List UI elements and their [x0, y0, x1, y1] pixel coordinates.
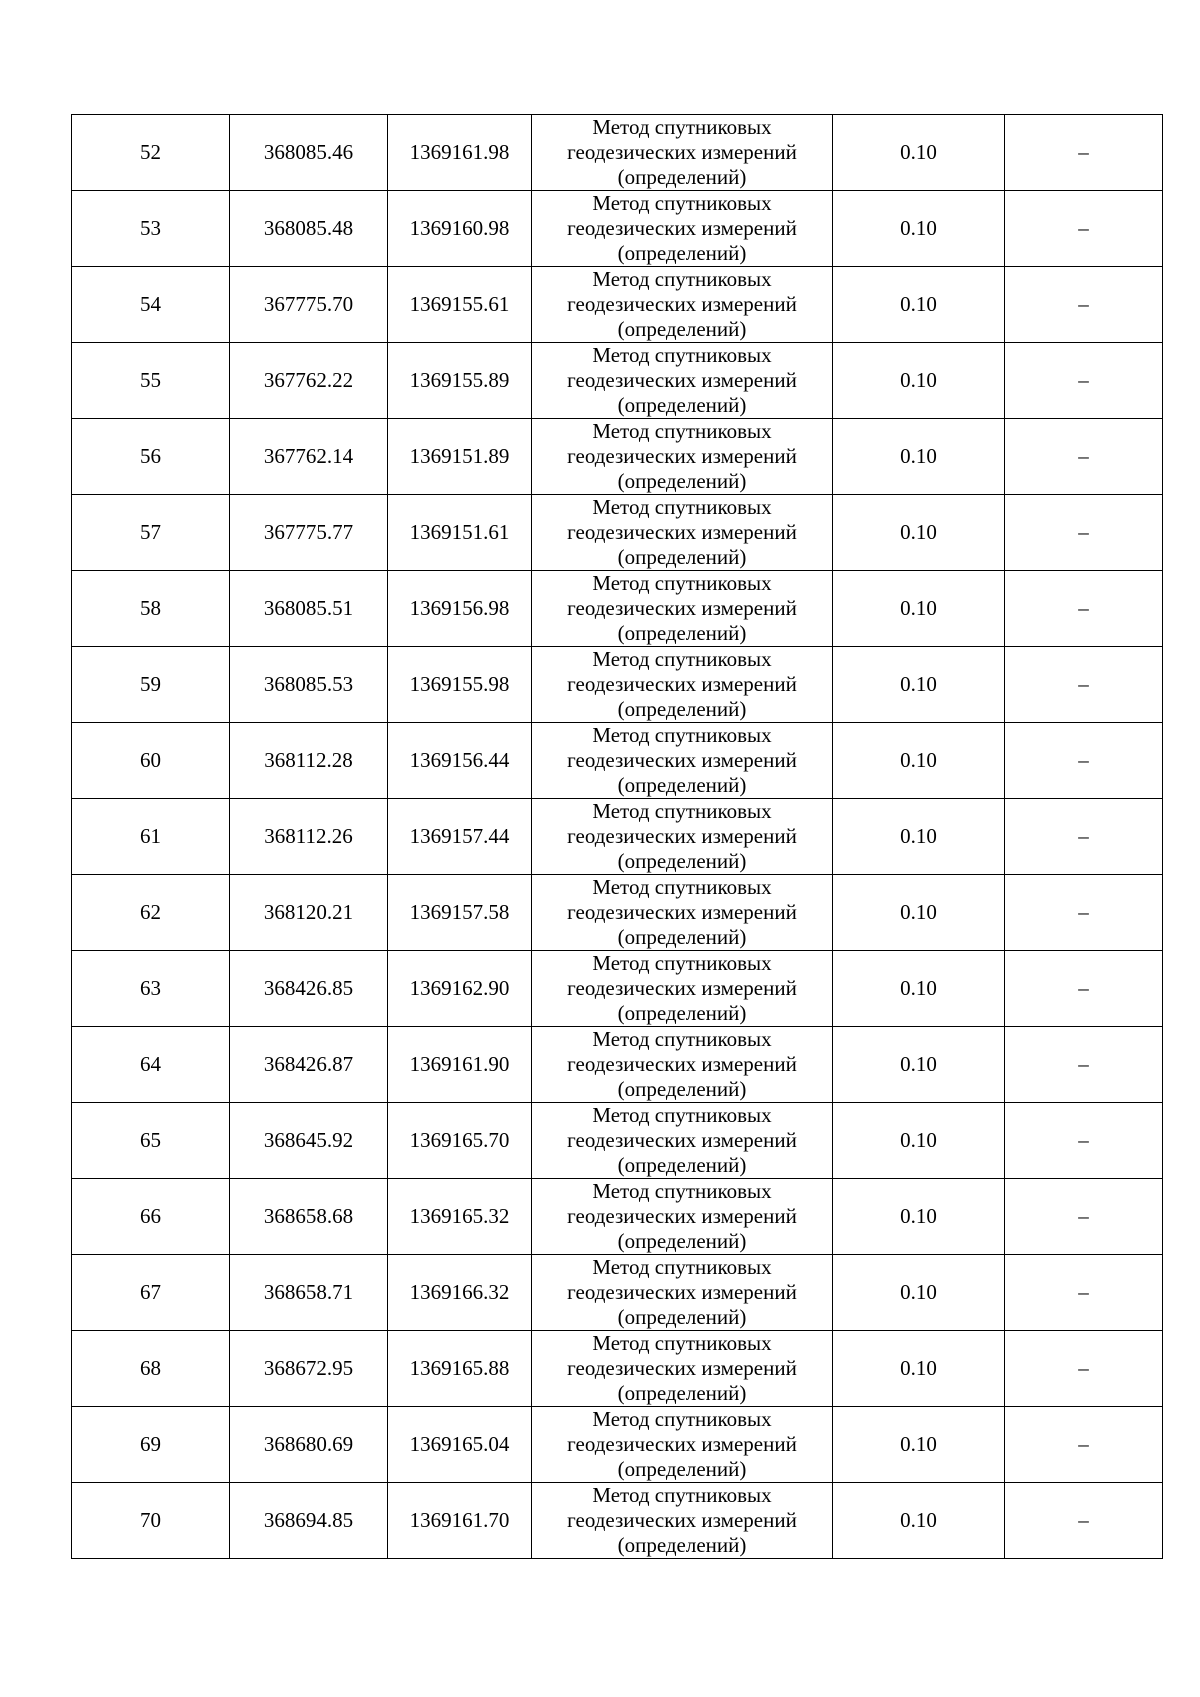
x-coordinate-cell: 368426.85: [230, 951, 388, 1027]
point-number-cell: 56: [72, 419, 230, 495]
point-number-cell: 70: [72, 1483, 230, 1559]
table-row: [72, 495, 1163, 571]
method-line: геодезических измерений: [567, 444, 797, 468]
method-line: (определений): [617, 621, 747, 645]
method-cell: [532, 723, 833, 799]
y-coordinate-cell: 1369165.70: [388, 1103, 532, 1179]
method-line: Метод спутниковых: [592, 1483, 772, 1507]
method-line: (определений): [617, 1305, 747, 1329]
note-cell: –: [1005, 115, 1163, 191]
method-line: геодезических измерений: [567, 824, 797, 848]
point-number-cell: 65: [72, 1103, 230, 1179]
x-coordinate-cell: 367762.14: [230, 419, 388, 495]
x-coordinate-cell: 368426.87: [230, 1027, 388, 1103]
method-line: (определений): [617, 545, 747, 569]
method-cell: [532, 267, 833, 343]
y-coordinate-cell: 1369151.61: [388, 495, 532, 571]
table-row: [72, 267, 1163, 343]
y-coordinate-cell: 1369155.89: [388, 343, 532, 419]
method-line: геодезических измерений: [567, 1356, 797, 1380]
point-number-cell: 69: [72, 1407, 230, 1483]
method-cell: [532, 1027, 833, 1103]
method-line: Метод спутниковых: [592, 115, 772, 139]
accuracy-cell: 0.10: [833, 267, 1005, 343]
method-cell: [532, 115, 833, 191]
table-row: [72, 1255, 1163, 1331]
method-line: (определений): [617, 1229, 747, 1253]
note-cell: –: [1005, 191, 1163, 267]
point-number-cell: 63: [72, 951, 230, 1027]
method-line: (определений): [617, 1457, 747, 1481]
method-line: геодезических измерений: [567, 1432, 797, 1456]
method-line: (определений): [617, 697, 747, 721]
accuracy-cell: 0.10: [833, 419, 1005, 495]
note-cell: –: [1005, 1103, 1163, 1179]
point-number-cell: 60: [72, 723, 230, 799]
note-cell: –: [1005, 495, 1163, 571]
note-cell: –: [1005, 1255, 1163, 1331]
method-cell: [532, 647, 833, 723]
table-row: [72, 1027, 1163, 1103]
method-line: геодезических измерений: [567, 520, 797, 544]
coordinates-table: [71, 114, 1163, 1559]
note-cell: –: [1005, 1027, 1163, 1103]
method-line: геодезических измерений: [567, 1128, 797, 1152]
method-cell: [532, 1255, 833, 1331]
note-cell: –: [1005, 723, 1163, 799]
method-line: (определений): [617, 1077, 747, 1101]
method-cell: [532, 951, 833, 1027]
y-coordinate-cell: 1369160.98: [388, 191, 532, 267]
accuracy-cell: 0.10: [833, 571, 1005, 647]
method-line: (определений): [617, 1001, 747, 1025]
method-line: Метод спутниковых: [592, 647, 772, 671]
method-line: Метод спутниковых: [592, 723, 772, 747]
method-line: Метод спутниковых: [592, 1103, 772, 1127]
point-number-cell: 59: [72, 647, 230, 723]
x-coordinate-cell: 368085.51: [230, 571, 388, 647]
y-coordinate-cell: 1369166.32: [388, 1255, 532, 1331]
note-cell: –: [1005, 1407, 1163, 1483]
table-row: [72, 1407, 1163, 1483]
point-number-cell: 55: [72, 343, 230, 419]
method-line: геодезических измерений: [567, 748, 797, 772]
method-line: геодезических измерений: [567, 292, 797, 316]
method-line: геодезических измерений: [567, 216, 797, 240]
x-coordinate-cell: 368085.46: [230, 115, 388, 191]
method-line: геодезических измерений: [567, 1508, 797, 1532]
method-line: (определений): [617, 241, 747, 265]
table-row: [72, 1331, 1163, 1407]
accuracy-cell: 0.10: [833, 723, 1005, 799]
y-coordinate-cell: 1369165.04: [388, 1407, 532, 1483]
x-coordinate-cell: 368085.48: [230, 191, 388, 267]
accuracy-cell: 0.10: [833, 647, 1005, 723]
y-coordinate-cell: 1369157.58: [388, 875, 532, 951]
point-number-cell: 57: [72, 495, 230, 571]
table-row: [72, 1179, 1163, 1255]
method-line: (определений): [617, 469, 747, 493]
table-row: [72, 799, 1163, 875]
point-number-cell: 61: [72, 799, 230, 875]
x-coordinate-cell: 368112.28: [230, 723, 388, 799]
point-number-cell: 62: [72, 875, 230, 951]
x-coordinate-cell: 368112.26: [230, 799, 388, 875]
table-row: [72, 875, 1163, 951]
accuracy-cell: 0.10: [833, 1483, 1005, 1559]
table-row: [72, 647, 1163, 723]
x-coordinate-cell: 368680.69: [230, 1407, 388, 1483]
y-coordinate-cell: 1369157.44: [388, 799, 532, 875]
point-number-cell: 54: [72, 267, 230, 343]
method-line: (определений): [617, 849, 747, 873]
method-line: геодезических измерений: [567, 976, 797, 1000]
y-coordinate-cell: 1369156.98: [388, 571, 532, 647]
x-coordinate-cell: 367775.77: [230, 495, 388, 571]
note-cell: –: [1005, 647, 1163, 723]
method-cell: [532, 1331, 833, 1407]
table-row: [72, 571, 1163, 647]
note-cell: –: [1005, 951, 1163, 1027]
table-row: [72, 723, 1163, 799]
method-line: геодезических измерений: [567, 368, 797, 392]
note-cell: –: [1005, 571, 1163, 647]
accuracy-cell: 0.10: [833, 1103, 1005, 1179]
x-coordinate-cell: 368694.85: [230, 1483, 388, 1559]
x-coordinate-cell: 368120.21: [230, 875, 388, 951]
accuracy-cell: 0.10: [833, 115, 1005, 191]
y-coordinate-cell: 1369165.88: [388, 1331, 532, 1407]
table-row: [72, 419, 1163, 495]
table-row: [72, 951, 1163, 1027]
table-row: [72, 1103, 1163, 1179]
y-coordinate-cell: 1369161.90: [388, 1027, 532, 1103]
note-cell: –: [1005, 267, 1163, 343]
accuracy-cell: 0.10: [833, 1179, 1005, 1255]
y-coordinate-cell: 1369156.44: [388, 723, 532, 799]
note-cell: –: [1005, 1331, 1163, 1407]
method-line: Метод спутниковых: [592, 799, 772, 823]
note-cell: –: [1005, 799, 1163, 875]
method-line: геодезических измерений: [567, 1204, 797, 1228]
method-line: геодезических измерений: [567, 596, 797, 620]
method-line: Метод спутниковых: [592, 419, 772, 443]
method-line: геодезических измерений: [567, 1052, 797, 1076]
y-coordinate-cell: 1369165.32: [388, 1179, 532, 1255]
x-coordinate-cell: 367762.22: [230, 343, 388, 419]
method-line: (определений): [617, 773, 747, 797]
method-line: Метод спутниковых: [592, 1255, 772, 1279]
method-line: Метод спутниковых: [592, 267, 772, 291]
accuracy-cell: 0.10: [833, 799, 1005, 875]
accuracy-cell: 0.10: [833, 1407, 1005, 1483]
y-coordinate-cell: 1369161.70: [388, 1483, 532, 1559]
point-number-cell: 68: [72, 1331, 230, 1407]
accuracy-cell: 0.10: [833, 1331, 1005, 1407]
table-row: [72, 115, 1163, 191]
method-line: (определений): [617, 165, 747, 189]
point-number-cell: 53: [72, 191, 230, 267]
point-number-cell: 64: [72, 1027, 230, 1103]
point-number-cell: 67: [72, 1255, 230, 1331]
point-number-cell: 58: [72, 571, 230, 647]
method-line: геодезических измерений: [567, 900, 797, 924]
accuracy-cell: 0.10: [833, 875, 1005, 951]
method-cell: [532, 799, 833, 875]
method-cell: [532, 571, 833, 647]
method-line: (определений): [617, 1381, 747, 1405]
x-coordinate-cell: 368672.95: [230, 1331, 388, 1407]
accuracy-cell: 0.10: [833, 495, 1005, 571]
method-cell: [532, 419, 833, 495]
x-coordinate-cell: 368645.92: [230, 1103, 388, 1179]
x-coordinate-cell: 368085.53: [230, 647, 388, 723]
accuracy-cell: 0.10: [833, 343, 1005, 419]
y-coordinate-cell: 1369162.90: [388, 951, 532, 1027]
method-line: Метод спутниковых: [592, 875, 772, 899]
table-row: [72, 191, 1163, 267]
accuracy-cell: 0.10: [833, 191, 1005, 267]
method-line: (определений): [617, 317, 747, 341]
method-line: Метод спутниковых: [592, 1331, 772, 1355]
accuracy-cell: 0.10: [833, 951, 1005, 1027]
note-cell: –: [1005, 875, 1163, 951]
table-row: [72, 343, 1163, 419]
method-line: геодезических измерений: [567, 1280, 797, 1304]
note-cell: –: [1005, 419, 1163, 495]
x-coordinate-cell: 368658.68: [230, 1179, 388, 1255]
note-cell: –: [1005, 343, 1163, 419]
note-cell: –: [1005, 1483, 1163, 1559]
method-cell: [532, 1179, 833, 1255]
method-line: Метод спутниковых: [592, 571, 772, 595]
method-line: (определений): [617, 925, 747, 949]
method-cell: [532, 1407, 833, 1483]
accuracy-cell: 0.10: [833, 1027, 1005, 1103]
method-line: Метод спутниковых: [592, 1407, 772, 1431]
method-line: Метод спутниковых: [592, 1027, 772, 1051]
method-line: геодезических измерений: [567, 140, 797, 164]
y-coordinate-cell: 1369151.89: [388, 419, 532, 495]
x-coordinate-cell: 367775.70: [230, 267, 388, 343]
method-line: (определений): [617, 1153, 747, 1177]
method-line: Метод спутниковых: [592, 1179, 772, 1203]
method-line: (определений): [617, 393, 747, 417]
x-coordinate-cell: 368658.71: [230, 1255, 388, 1331]
accuracy-cell: 0.10: [833, 1255, 1005, 1331]
method-cell: [532, 495, 833, 571]
method-cell: [532, 343, 833, 419]
method-cell: [532, 1103, 833, 1179]
table-body: [72, 115, 1163, 1559]
method-line: Метод спутниковых: [592, 343, 772, 367]
method-line: Метод спутниковых: [592, 191, 772, 215]
point-number-cell: 52: [72, 115, 230, 191]
method-cell: [532, 1483, 833, 1559]
method-cell: [532, 875, 833, 951]
y-coordinate-cell: 1369161.98: [388, 115, 532, 191]
method-line: Метод спутниковых: [592, 495, 772, 519]
note-cell: –: [1005, 1179, 1163, 1255]
point-number-cell: 66: [72, 1179, 230, 1255]
method-line: (определений): [617, 1533, 747, 1557]
y-coordinate-cell: 1369155.61: [388, 267, 532, 343]
table-row: [72, 1483, 1163, 1559]
method-line: геодезических измерений: [567, 672, 797, 696]
method-cell: [532, 191, 833, 267]
y-coordinate-cell: 1369155.98: [388, 647, 532, 723]
method-line: Метод спутниковых: [592, 951, 772, 975]
